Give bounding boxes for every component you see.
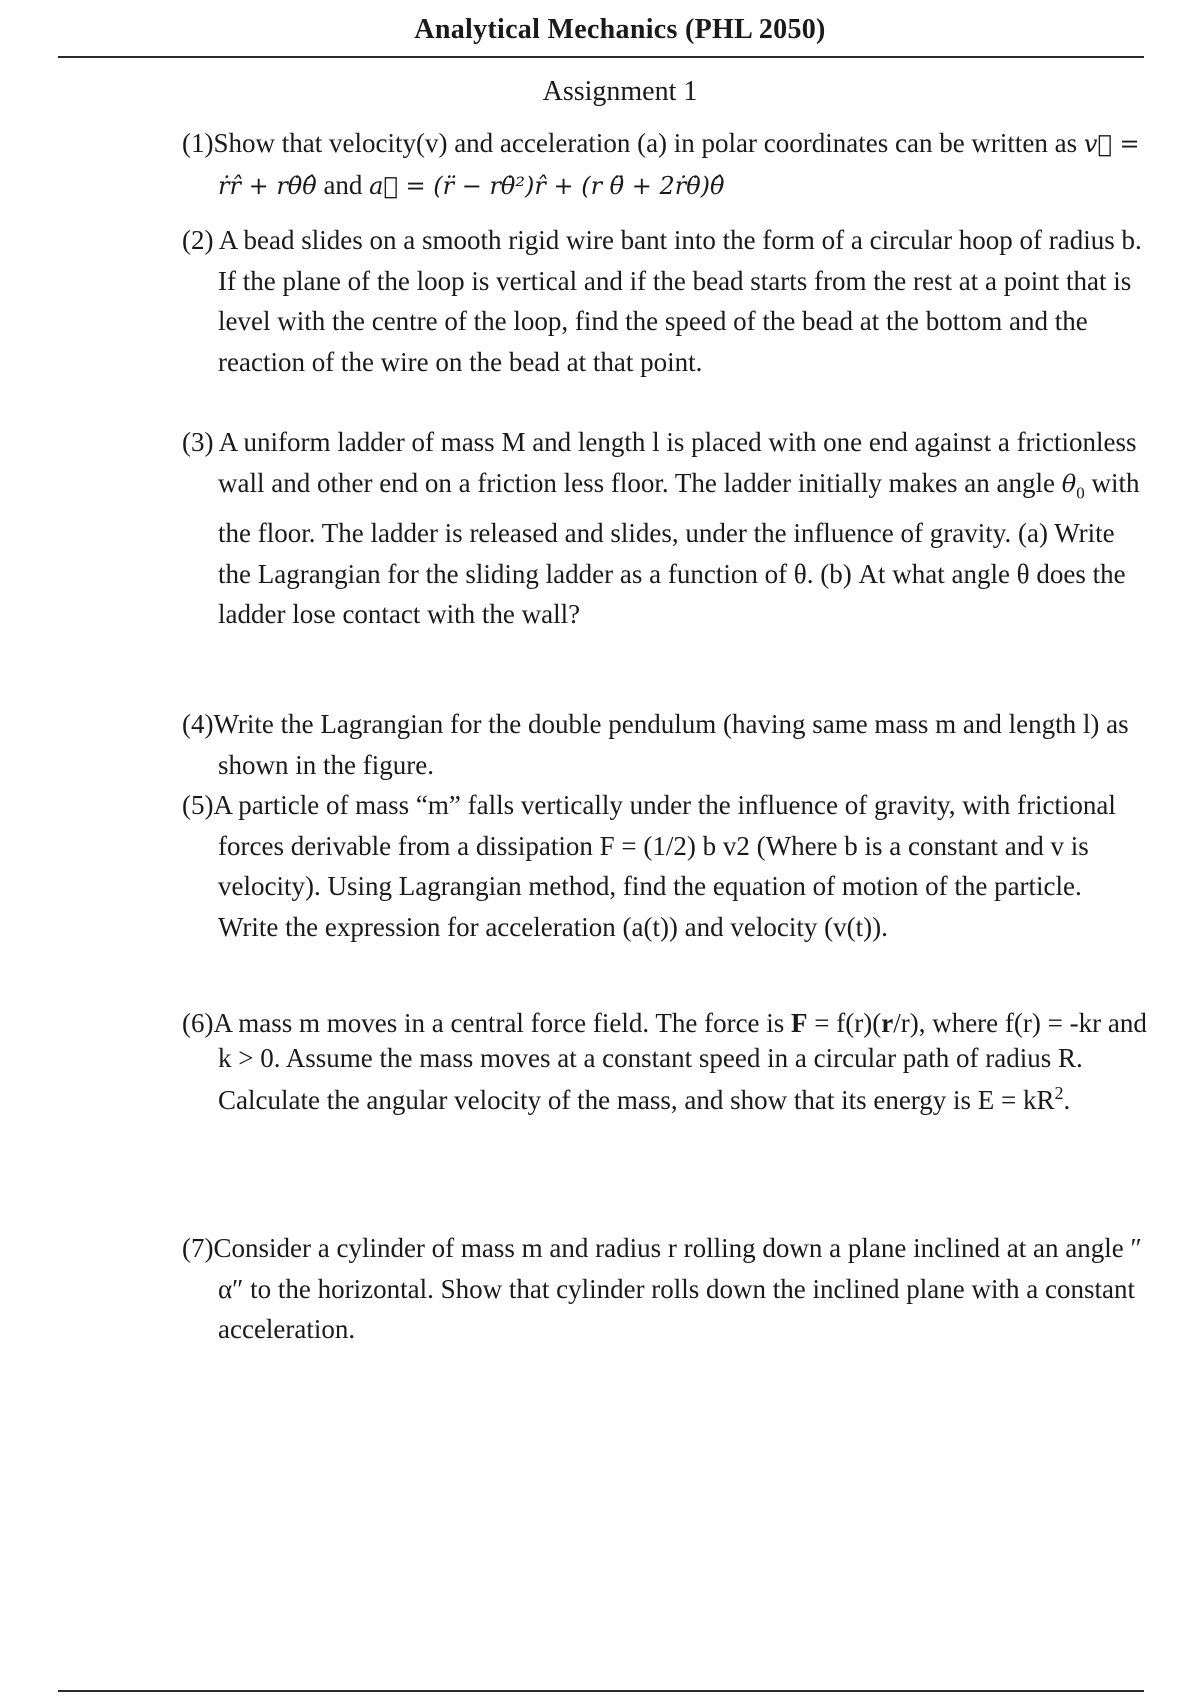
- question-text-cont: = f(r)(: [807, 1008, 882, 1038]
- question-number: (4): [182, 709, 214, 739]
- question-text: A uniform ladder of mass M and length l is placed with one end against a frictionless wall and other end on a friction less floor. The ladder initially makes an angle: [213, 427, 1137, 498]
- document-title: Analytical Mechanics (PHL 2050): [414, 14, 826, 45]
- question-3: [182, 422, 1148, 635]
- question-6: [182, 1006, 1148, 1118]
- question-period: .: [1063, 1085, 1071, 1115]
- question-1: [182, 123, 1148, 206]
- question-number: (3): [182, 427, 214, 457]
- question-text: Write the Lagrangian for the double pendulum (having same mass m and length l) as shown in the figure.: [213, 709, 1129, 780]
- acceleration-equation: a⃗ = (r̈ − rθ̇²)r̂ + (r θ̈ + 2ṙθ̇)θ̂: [369, 171, 725, 200]
- question-text: A mass m moves in a central force field. The force is: [213, 1008, 792, 1038]
- question-number: (7): [182, 1233, 214, 1263]
- question-number: (5): [182, 790, 214, 820]
- radius-vector-symbol: r: [881, 1008, 894, 1038]
- question-text-cont2: /r), where f(r) = -kr and k > 0. Assume the mass moves at a constant speed in a circular path of radius R. Calculate the angular velocity of the mass, and show that its energy is E = kR: [218, 1008, 1147, 1115]
- velocity-equation: v⃗ = ṙr̂ + rθ̇θ̂: [218, 130, 1140, 200]
- question-number: (2): [182, 225, 214, 255]
- question-text: Show that velocity(v) and acceleration (a) in polar coordinates can be written as: [213, 128, 1084, 158]
- question-number: (6): [182, 1008, 214, 1038]
- question-2: [182, 220, 1148, 382]
- question-text-cont: with the floor. The ladder is released and slides, under the influence of gravity. (a) Write the Lagrangian for the sliding ladder as a function of θ. (b) At what angle θ does the ladder lose contact with the wall?: [218, 467, 1140, 630]
- conjunction-text: and: [316, 169, 370, 200]
- energy-exponent: 2: [1054, 1083, 1064, 1103]
- question-number: (1): [182, 128, 214, 158]
- question-text: Consider a cylinder of mass m and radius r rolling down a plane inclined at an angle ″ α″ to the horizontal. Show that cylinder rolls down the inclined plane with a constant acceleration.: [213, 1233, 1142, 1344]
- question-5: [182, 785, 1148, 947]
- header-rule: [58, 56, 1144, 58]
- theta-symbol: θ: [1061, 469, 1077, 498]
- question-4: [182, 704, 1148, 785]
- theta-subscript: 0: [1076, 482, 1085, 502]
- question-text: A particle of mass “m” falls vertically under the influence of gravity, with frictional forces derivable from a dissipation F = (1/2) b v2 (Where b is a constant and v is velocity). Using Lagrangian method, find the equation of motion of the particle. Write the expression for acceleration (a(t)) and velocity (v(t)).: [213, 790, 1116, 942]
- question-text: A bead slides on a smooth rigid wire bant into the form of a circular hoop of radius b. If the plane of the loop is vertical and if the bead starts from the rest at a point that is level with the centre of the loop, find the speed of the bead at the bottom and the reaction of the wire on the bead at that point.: [213, 225, 1142, 377]
- assignment-subtitle: Assignment 1: [542, 76, 698, 107]
- force-vector-symbol: F: [791, 1008, 808, 1038]
- footer-rule: [58, 1690, 1144, 1692]
- question-7: [182, 1228, 1148, 1350]
